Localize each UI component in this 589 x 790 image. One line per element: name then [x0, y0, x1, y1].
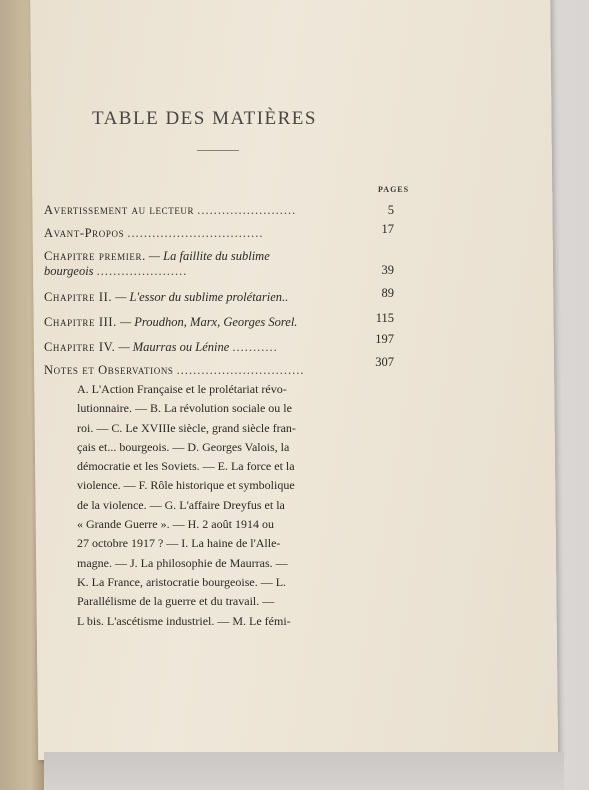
toc-entry-label: Notes et Observations	[44, 363, 174, 377]
notes-line: K. La France, aristocratie bourgeoise. — L.	[77, 574, 287, 589]
notes-line: 27 octobre 1917 ? — I. La haine de l'Alle-	[77, 536, 281, 551]
toc-entry-page: 89	[381, 286, 394, 300]
toc-entry	[44, 311, 394, 330]
toc-entry-subtitle: — La faillite du sublime	[148, 249, 270, 263]
toc-entry-subtitle-continued: bourgeois	[44, 264, 94, 278]
toc-entry-page: 39	[381, 263, 394, 277]
toc-entry-subtitle: — L'essor du sublime prolétarien..	[115, 290, 289, 304]
toc-entry	[44, 355, 394, 378]
toc-entry-dots: .................................	[127, 226, 264, 240]
toc-entry-label: Avertissement au lecteur	[44, 203, 195, 217]
toc-entry-subtitle: — Proudhon, Marx, Georges Sorel.	[120, 315, 298, 329]
toc-entry-label: Chapitre premier.	[44, 249, 146, 263]
notes-line: « Grande Guerre ». — H. 2 août 1914 ou	[77, 517, 274, 532]
toc-entry	[44, 332, 394, 355]
toc-entry-dots: ......................	[96, 264, 188, 278]
toc-entry-label: Avant-Propos	[44, 226, 125, 240]
notes-line: roi. — C. Le XVIIIe siècle, grand siècle fran-	[77, 420, 296, 435]
notes-line: çais et... bourgeois. — D. Georges Valois, la	[77, 439, 290, 454]
toc-entry-subtitle: — Maurras ou Lénine	[118, 340, 230, 354]
table-surface	[44, 752, 564, 790]
notes-line: de la violence. — G. L'affaire Dreyfus et la	[77, 497, 285, 512]
toc-entry	[44, 222, 394, 241]
toc-entry	[44, 203, 394, 218]
notes-line: violence. — F. Rôle historique et symbolique	[77, 478, 295, 493]
page-title: TABLE DES MATIÈRES	[92, 108, 317, 129]
toc-entry-dots: ...............................	[176, 363, 305, 377]
notes-paragraph	[77, 380, 391, 631]
notes-line: Parallélisme de la guerre et du travail. —	[77, 594, 275, 609]
toc-entry-page: 17	[381, 222, 394, 236]
notes-line: A. L'Action Française et le prolétariat révo-	[77, 382, 287, 396]
notes-line: lutionnaire. — B. La révolution sociale ou le	[77, 401, 292, 416]
title-rule	[197, 150, 239, 151]
notes-line: démocratie et les Soviets. — E. La force et la	[77, 459, 295, 474]
toc-entry-page: 197	[375, 332, 394, 346]
toc-entry-label: Chapitre IV.	[44, 340, 116, 354]
toc-entry	[44, 286, 394, 305]
notes-line: magne. — J. La philosophie de Maurras. —	[77, 555, 288, 570]
toc-entry-label: Chapitre II.	[44, 290, 113, 304]
pages-column-header: PAGES	[378, 185, 410, 194]
toc-entry-label: Chapitre III.	[44, 315, 117, 329]
notes-line: L bis. L'ascétisme industriel. — M. Le fémi-	[77, 613, 291, 628]
toc-entry-page: 115	[375, 311, 394, 325]
toc-entry-dots: ...........	[232, 340, 278, 354]
toc-entry-dots: ........................	[197, 203, 297, 217]
toc-entry	[44, 249, 394, 279]
toc-entry-page: 5	[387, 203, 394, 217]
toc-entry-page: 307	[375, 355, 394, 369]
